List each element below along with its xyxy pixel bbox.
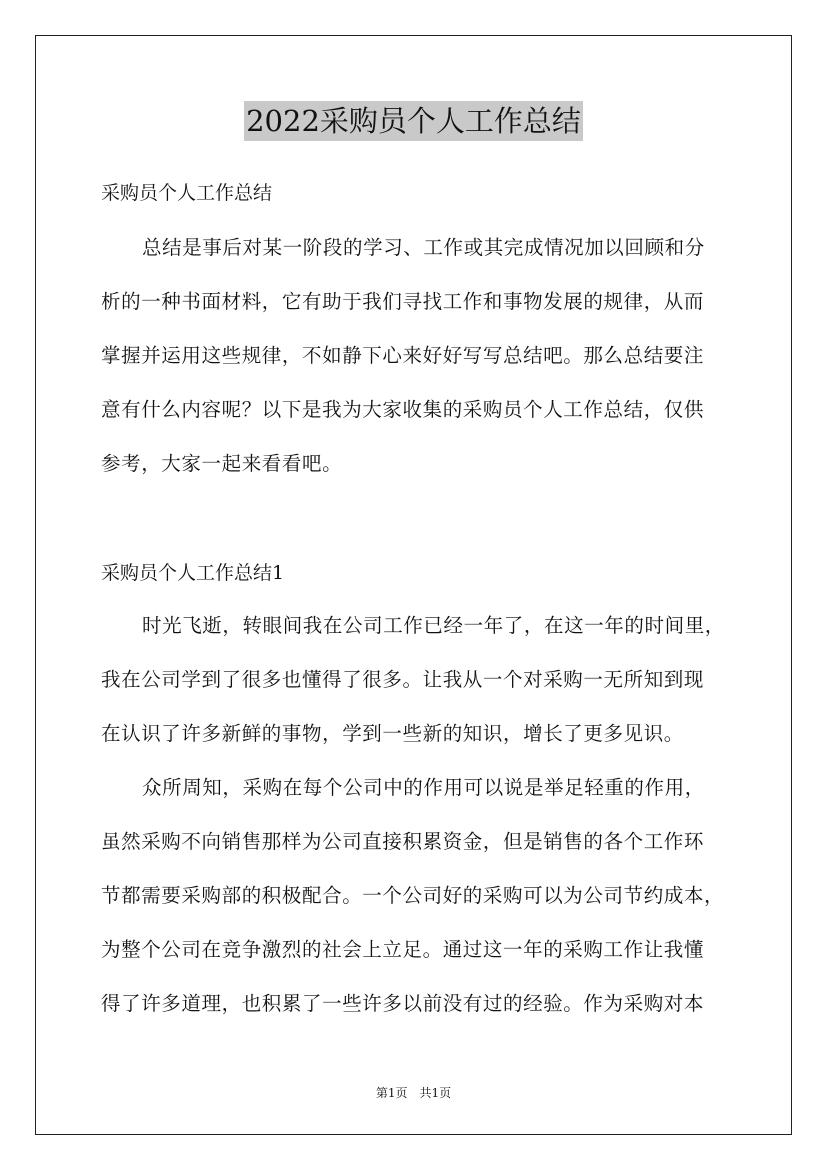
section-line: 众所周知，采购在每个公司中的作用可以说是举足轻重的作用，: [142, 776, 705, 799]
intro-line: 总结是事后对某一阶段的学习、工作或其完成情况加以回顾和分: [142, 236, 705, 259]
section-line: 得了许多道理，也积累了一些许多以前没有过的经验。作为采购对本: [101, 992, 705, 1015]
section-title: 采购员个人工作总结1: [101, 562, 285, 584]
document-subtitle: 采购员个人工作总结: [101, 182, 273, 204]
intro-line: 意有什么内容呢？以下是我为大家收集的采购员个人工作总结，仅供: [101, 398, 705, 421]
intro-line: 参考，大家一起来看看吧。: [101, 452, 343, 475]
intro-line: 掌握并运用这些规律，不如静下心来好好写写总结吧。那么总结要注: [101, 344, 705, 367]
section-line: 在认识了许多新鲜的事物，学到一些新的知识，增长了更多见识。: [101, 722, 684, 745]
section-line: 时光飞逝，转眼间我在公司工作已经一年了，在这一年的时间里，: [142, 614, 725, 637]
page-footer: 第1页 共1页: [375, 1086, 452, 1100]
section-line: 为整个公司在竞争激烈的社会上立足。通过这一年的采购工作让我懂: [101, 938, 705, 961]
section-line: 节都需要采购部的积极配合。一个公司好的采购可以为公司节约成本，: [101, 884, 725, 907]
section-line: 我在公司学到了很多也懂得了很多。让我从一个对采购一无所知到现: [101, 668, 705, 691]
section-line: 虽然采购不向销售那样为公司直接积累资金，但是销售的各个工作环: [101, 830, 705, 853]
document-title: 2022采购员个人工作总结: [244, 101, 583, 141]
intro-line: 析的一种书面材料，它有助于我们寻找工作和事物发展的规律，从而: [101, 290, 705, 313]
title-wrap: [0, 101, 827, 141]
